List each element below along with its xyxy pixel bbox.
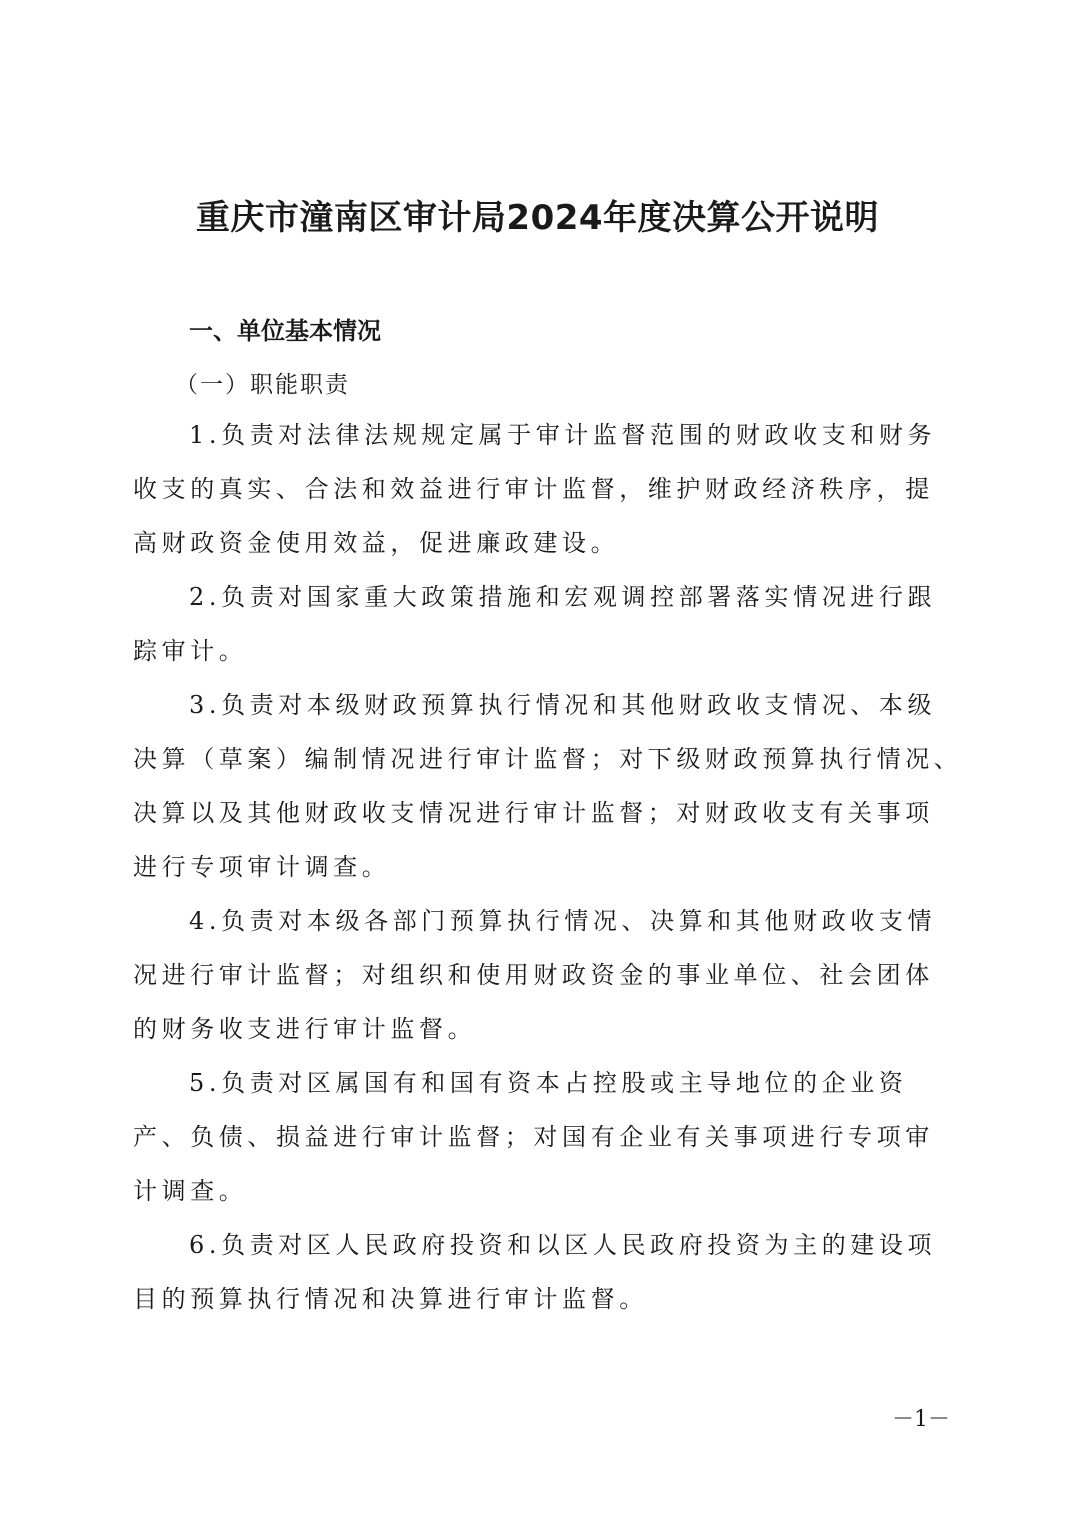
paragraph-line: 的财务收支进行审计监督。	[133, 1015, 477, 1043]
page-number: －1－	[892, 1407, 950, 1432]
paragraph-line: 况进行审计监督；对组织和使用财政资金的事业单位、社会团体	[133, 961, 934, 989]
paragraph-line: 决算以及其他财政收支情况进行审计监督；对财政收支有关事项	[133, 799, 934, 827]
paragraph-5	[133, 1056, 945, 1218]
paragraph-line: 计调查。	[133, 1177, 248, 1205]
paragraph-line: 2.负责对国家重大政策措施和宏观调控部署落实情况进行跟	[189, 583, 937, 611]
paragraph-2	[133, 570, 945, 678]
paragraph-line: 6.负责对区人民政府投资和以区人民政府投资为主的建设项	[189, 1231, 937, 1259]
paragraph-line: 3.负责对本级财政预算执行情况和其他财政收支情况、本级	[189, 691, 937, 719]
paragraph-line: 高财政资金使用效益，促进廉政建设。	[133, 529, 620, 557]
paragraph-line: 踪审计。	[133, 637, 248, 665]
document-body	[133, 308, 963, 1326]
paragraph-1	[133, 408, 945, 570]
paragraph-line: 决算（草案）编制情况进行审计监督；对下级财政预算执行情况、	[133, 745, 963, 773]
paragraph-line: 目的预算执行情况和决算进行审计监督。	[133, 1285, 648, 1313]
paragraph-4	[133, 894, 945, 1056]
paragraph-line: 1.负责对法律法规规定属于审计监督范围的财政收支和财务	[189, 421, 937, 449]
document-title: 重庆市潼南区审计局2024年度决算公开说明	[195, 198, 880, 238]
paragraph-line: 进行专项审计调查。	[133, 853, 391, 881]
paragraph-6	[133, 1218, 945, 1326]
sub-heading: （一）职能职责	[175, 372, 350, 398]
paragraph-line: 收支的真实、合法和效益进行审计监督，维护财政经济秩序，提	[133, 475, 934, 503]
paragraph-line: 产、负债、损益进行审计监督；对国有企业有关事项进行专项审	[133, 1123, 934, 1151]
section-heading: 一、单位基本情况	[189, 317, 381, 345]
paragraph-line: 5.负责对区属国有和国有资本占控股或主导地位的企业资	[189, 1069, 908, 1097]
paragraph-line: 4.负责对本级各部门预算执行情况、决算和其他财政收支情	[189, 907, 937, 935]
paragraph-3	[133, 678, 963, 894]
